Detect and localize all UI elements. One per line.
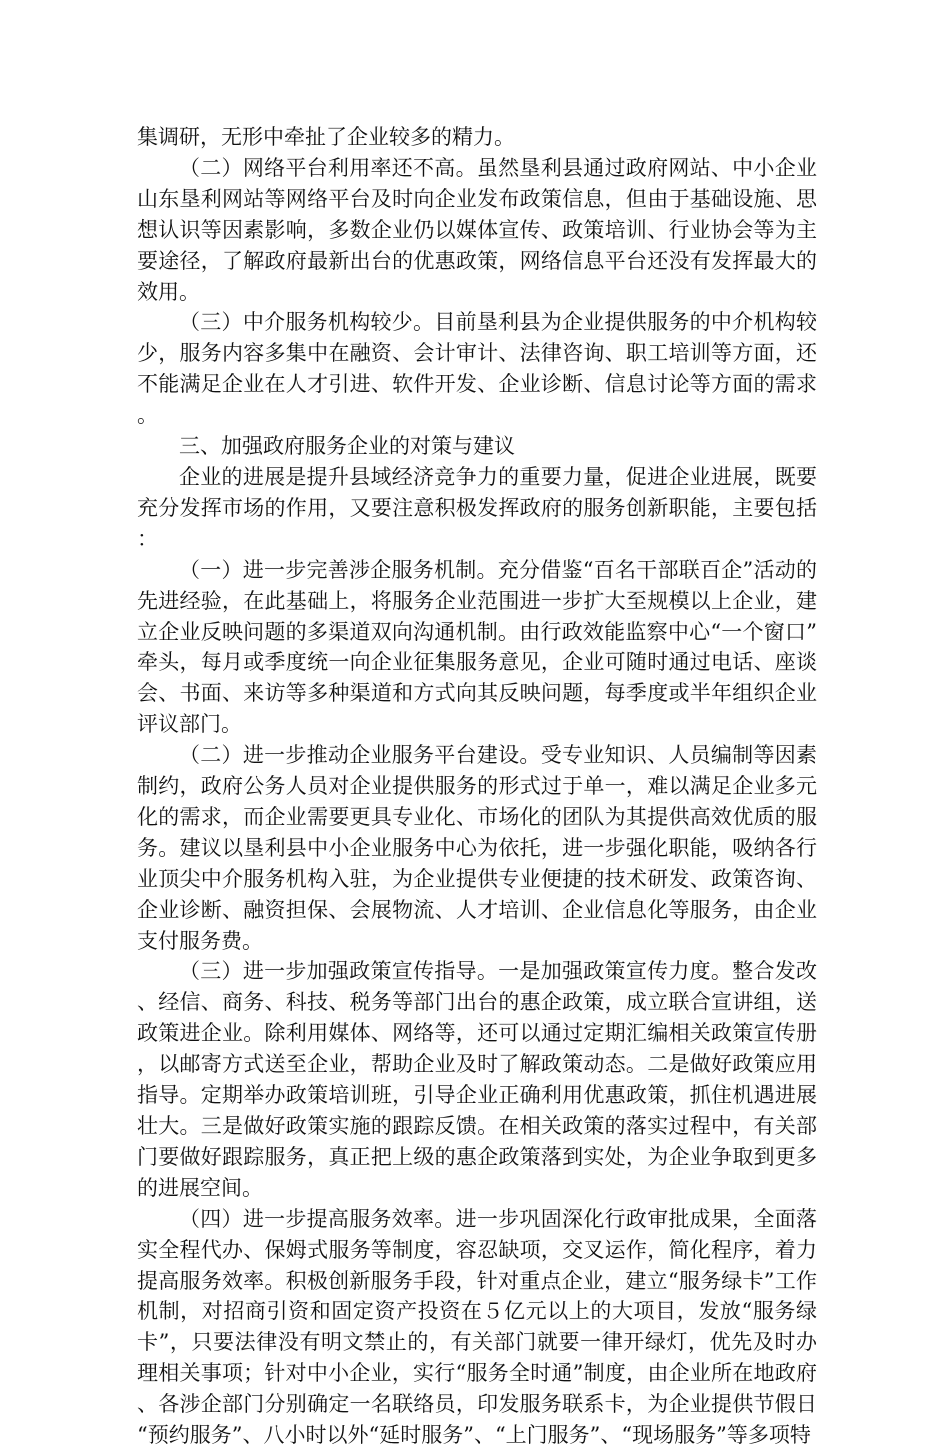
section-heading-countermeasures: 三、加强政府服务企业的对策与建议 [179, 434, 515, 459]
paragraph-intermediary-services: （三）中介服务机构较少。目前垦利县为企业提供服务的中介机构较少，服务内容多集中在融资、会计审计、法律咨询、职工培训等方面，还不能满足企业在人才引进、软件开发、企业诊断、信息讨论等方面的需求。 [137, 310, 817, 428]
document-body [137, 122, 817, 1451]
paragraph-service-efficiency: （四）进一步提高服务效率。进一步巩固深化行政审批成果，全面落实全程代办、保姆式服务等制度，容忍缺项，交叉运作，简化程序，着力提高服务效率。积极创新服务手段，针对重点企业，建立“服务绿卡”工作机制，对招商引资和固定资产投资在５亿元以上的大项目，发放“服务绿卡”，只要法律没有明文禁止的，有关部门就要一律开绿灯，优先及时办理相关事项；针对中小企业，实行“服务全时通”制度，由企业所在地政府、各涉企部门分别确定一名联络员，印发服务联系卡，为企业提供节假日“预约服务”、八小时以外“延时服务”、“上门服务”、“现场服务”等多项特 [137, 1206, 817, 1448]
paragraph-continuation: 集调研，无形中牵扯了企业较多的精力。 [137, 125, 515, 149]
paragraph-network-platform: （二）网络平台利用率还不高。虽然垦利县通过政府网站、中小企业山东垦利网站等网络平台及时向企业发布政策信息，但由于基础设施、思想认识等因素影响，多数企业仍以媒体宣传、政策培训、行业协会等为主要途径，了解政府最新出台的优惠政策，网络信息平台还没有发挥最大的效用。 [137, 155, 817, 304]
paragraph-policy-guidance: （三）进一步加强政策宣传指导。一是加强政策宣传力度。整合发改、经信、商务、科技、税务等部门出台的惠企政策，成立联合宣讲组，送政策进企业。除利用媒体、网络等，还可以通过定期汇编相关政策宣传册，以邮寄方式送至企业，帮助企业及时了解政策动态。二是做好政策应用指导。定期举办政策培训班，引导企业正确利用优惠政策，抓住机遇进展壮大。三是做好政策实施的跟踪反馈。在相关政策的落实过程中，有关部门要做好跟踪服务，真正把上级的惠企政策落到实处，为企业争取到更多的进展空间。 [137, 959, 817, 1200]
paragraph-intro: 企业的进展是提升县域经济竞争力的重要力量，促进企业进展，既要充分发挥市场的作用，又要注意积极发挥政府的服务创新职能，主要包括： [137, 464, 817, 551]
paragraph-service-platform: （二）进一步推动企业服务平台建设。受专业知识、人员编制等因素制约，政府公务人员对企业提供服务的形式过于单一，难以满足企业多元化的需求，而企业需要更具专业化、市场化的团队为其提供高效优质的服务。建议以垦利县中小企业服务中心为依托，进一步强化职能，吸纳各行业顶尖中介服务机构入驻，为企业提供专业便捷的技术研发、政策咨询、企业诊断、融资担保、会展物流、人才培训、企业信息化等服务，由企业支付服务费。 [137, 743, 817, 953]
paragraph-service-mechanism: （一）进一步完善涉企服务机制。充分借鉴“百名干部联百企”活动的先进经验，在此基础上，将服务企业范围进一步扩大至规模以上企业，建立企业反映问题的多渠道双向沟通机制。由行政效能监察中心“一个窗口”牵头，每月或季度统一向企业征集服务意见，企业可随时通过电话、座谈会、书面、来访等多种渠道和方式向其反映问题，每季度或半年组织企业评议部门。 [137, 557, 817, 737]
